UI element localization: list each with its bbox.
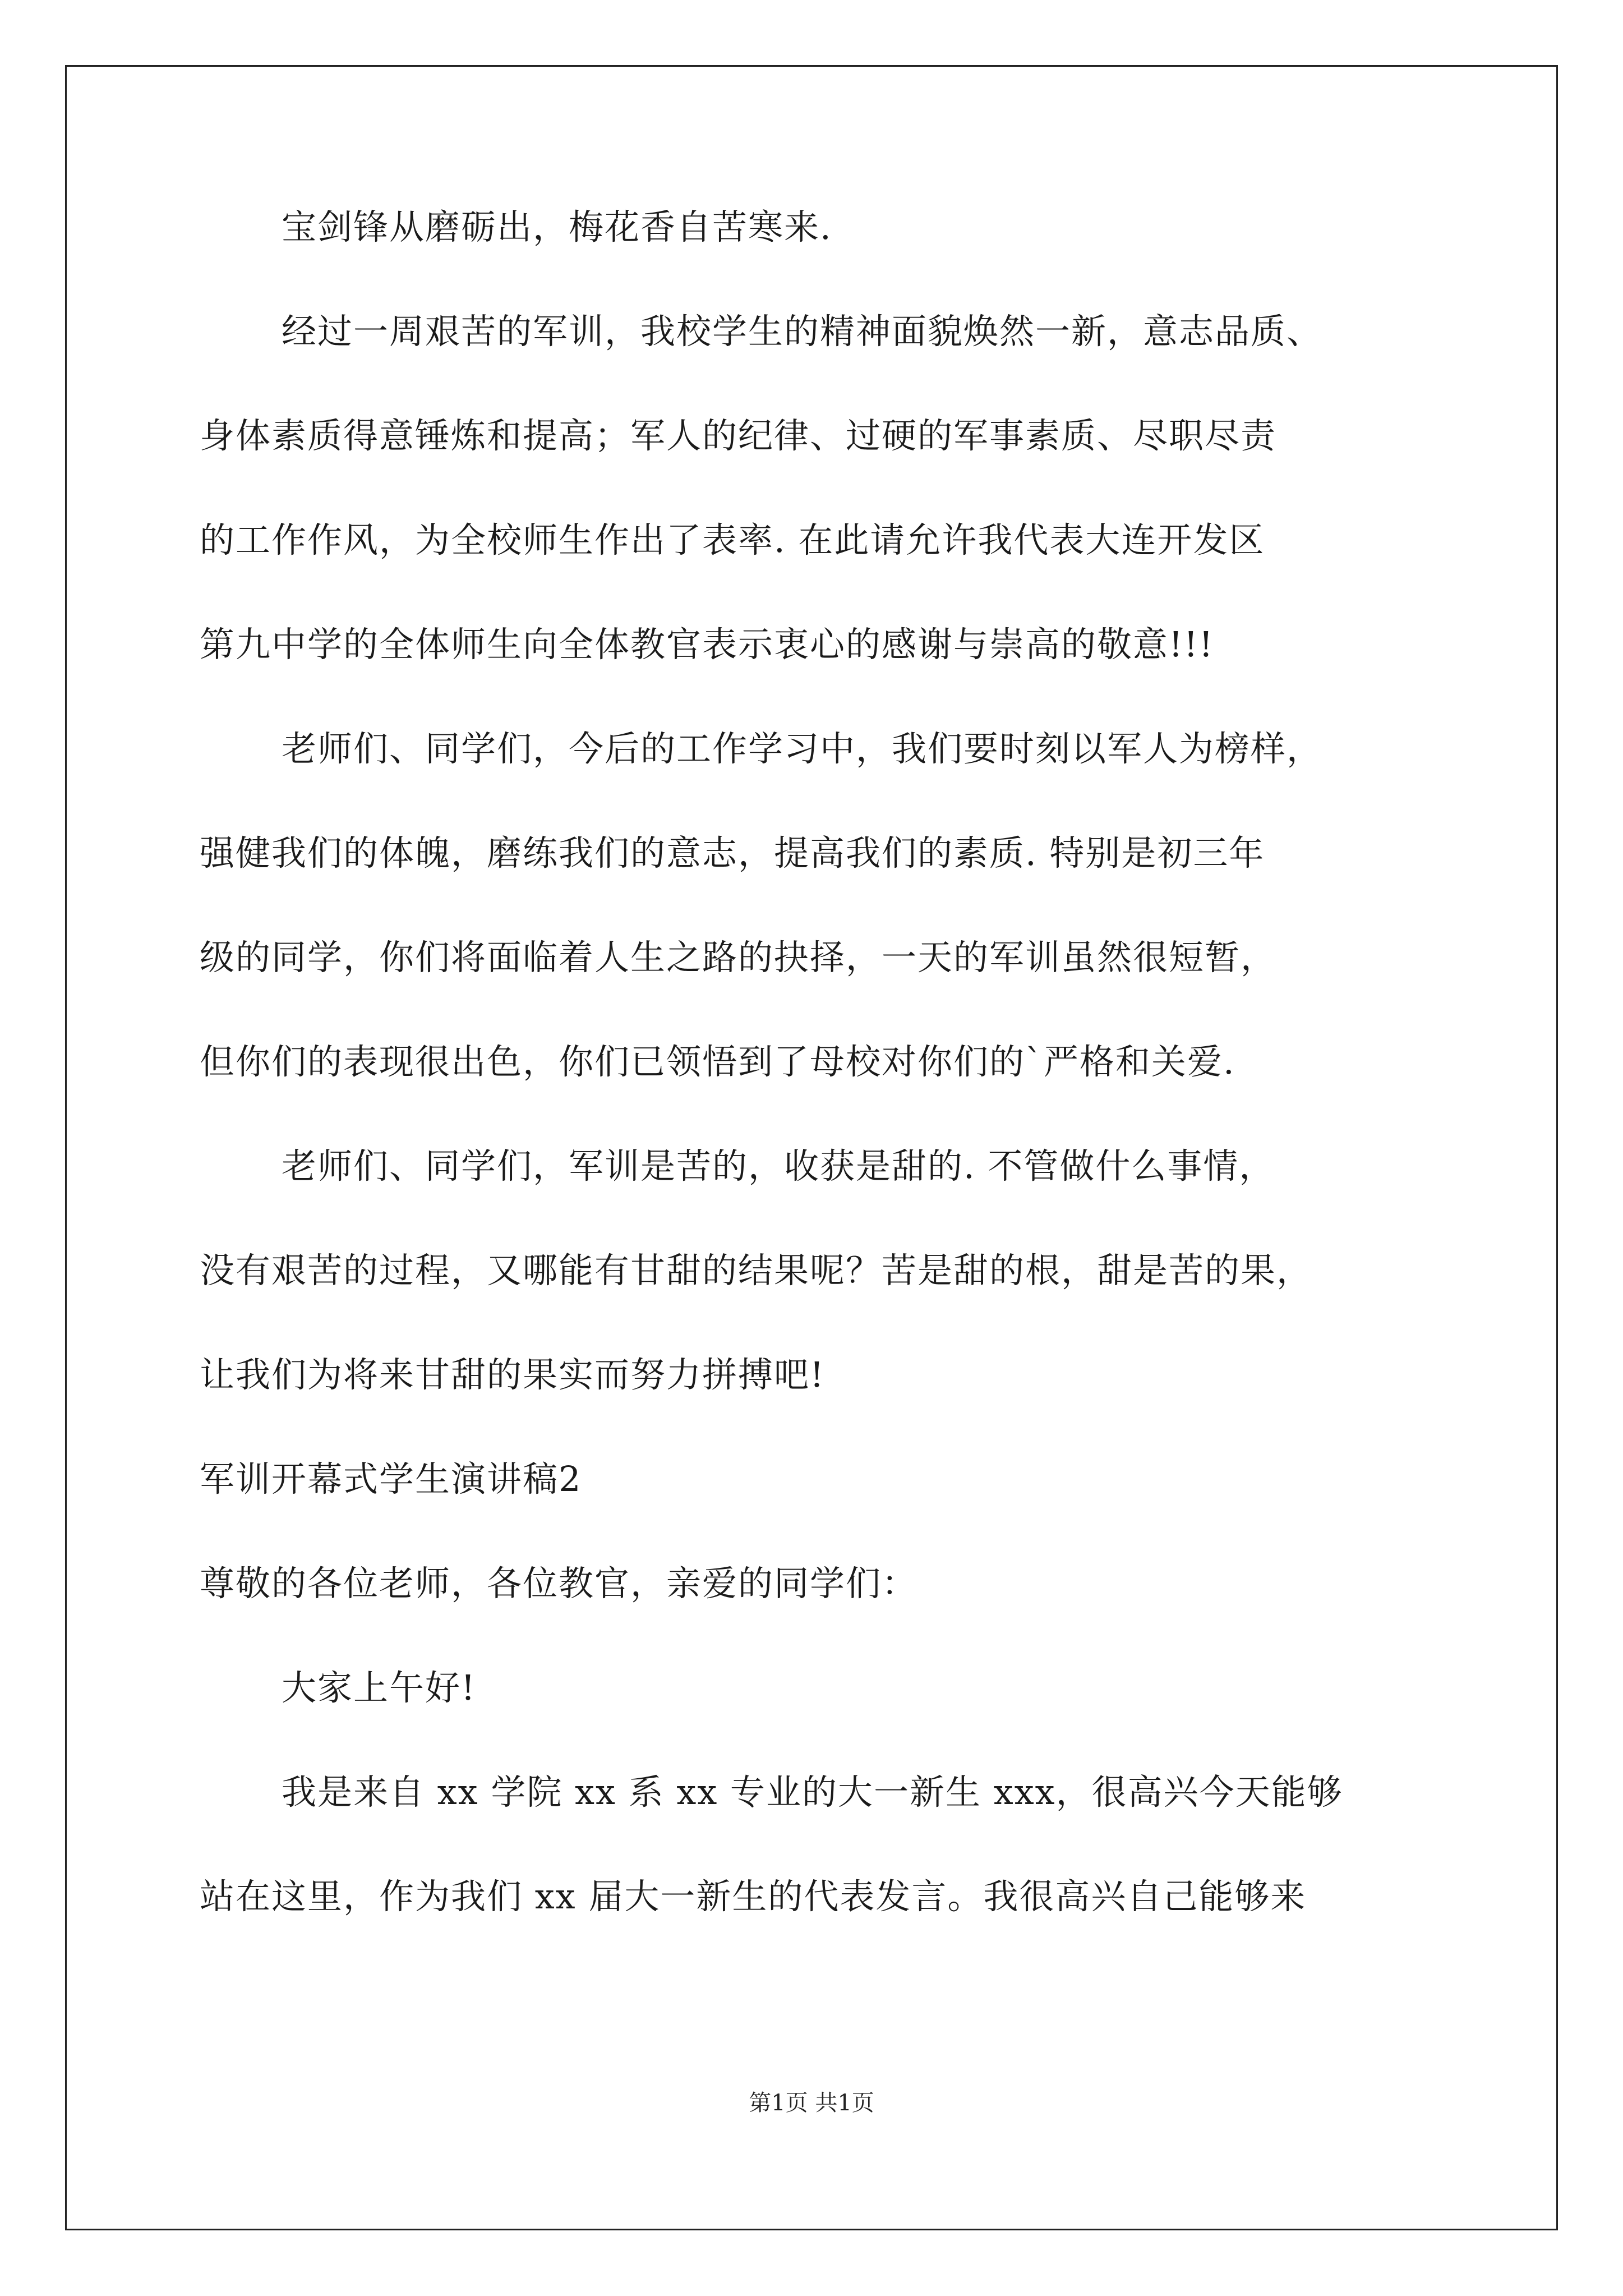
paragraph-line: 我是来自 xx 学院 xx 系 xx 专业的大一新生 xxx，很高兴今天能够 — [282, 1772, 1343, 1812]
paragraph-line: 经过一周艰苦的军训，我校学生的精神面貌焕然一新，意志品质、 — [282, 311, 1323, 352]
salutation-line: 尊敬的各位老师，各位教官，亲爱的同学们： — [200, 1563, 918, 1604]
paragraph-line: 级的同学，你们将面临着人生之路的抉择，一天的军训虽然很短暂， — [200, 937, 1277, 978]
paragraph-line: 第九中学的全体师生向全体教官表示衷心的感谢与崇高的敬意!!! — [200, 624, 1214, 665]
section-title: 军训开幕式学生演讲稿2 — [200, 1458, 582, 1499]
paragraph-line: 身体素质得意锤炼和提高；军人的纪律、过硬的军事素质、尽职尽责 — [200, 415, 1277, 456]
paragraph-line: 强健我们的体魄，磨练我们的意志，提高我们的素质. 特别是初三年 — [200, 832, 1265, 873]
paragraph-line: 的工作作风，为全校师生作出了表率. 在此请允许我代表大连开发区 — [200, 519, 1265, 560]
paragraph-line: 老师们、同学们，军训是苦的，收获是甜的. 不管做什么事情， — [282, 1145, 1275, 1186]
paragraph-line: 没有艰苦的过程，又哪能有甘甜的结果呢？苦是甜的根，甜是苦的果， — [200, 1250, 1313, 1291]
paragraph-line: 宝剑锋从磨砺出，梅花香自苦寒来. — [282, 206, 832, 247]
paragraph-line: 老师们、同学们，今后的工作学习中，我们要时刻以军人为榜样， — [282, 728, 1323, 769]
page-number-footer: 第1页 共1页 — [749, 2090, 874, 2116]
paragraph-line: 但你们的表现很出色，你们已领悟到了母校对你们的`严格和关爱. — [200, 1041, 1235, 1082]
paragraph-line: 让我们为将来甘甜的果实而努力拼搏吧! — [200, 1354, 825, 1395]
greeting-line: 大家上午好! — [282, 1667, 476, 1708]
paragraph-line: 站在这里，作为我们 xx 届大一新生的代表发言。我很高兴自己能够来 — [200, 1876, 1307, 1917]
